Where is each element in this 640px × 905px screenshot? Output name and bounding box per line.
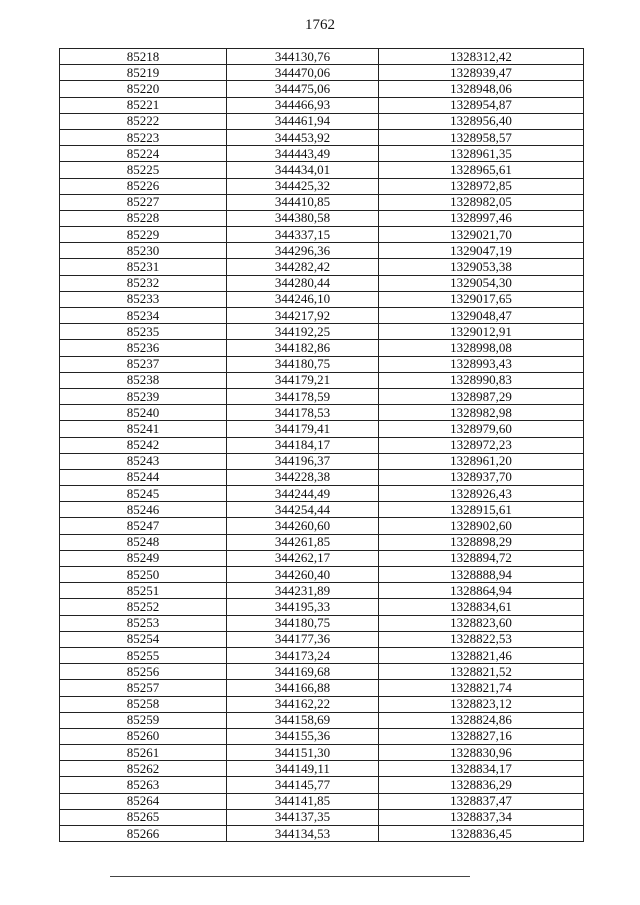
point-number-cell: 85252	[60, 599, 227, 615]
y-coordinate-cell: 1328948,06	[379, 81, 584, 97]
y-coordinate-cell: 1328898,29	[379, 534, 584, 550]
table-row	[60, 486, 584, 502]
y-coordinate-cell: 1328961,35	[379, 146, 584, 162]
point-number-cell: 85257	[60, 680, 227, 696]
table-row	[60, 777, 584, 793]
y-coordinate-cell: 1328982,98	[379, 405, 584, 421]
table-row	[60, 437, 584, 453]
y-coordinate-cell: 1328961,20	[379, 453, 584, 469]
x-coordinate-cell: 344145,77	[227, 777, 379, 793]
y-coordinate-cell: 1328915,61	[379, 502, 584, 518]
y-coordinate-cell: 1328982,05	[379, 194, 584, 210]
point-number-cell: 85221	[60, 97, 227, 113]
point-number-cell: 85264	[60, 793, 227, 809]
table-row	[60, 405, 584, 421]
table-row	[60, 308, 584, 324]
table-row	[60, 728, 584, 744]
x-coordinate-cell: 344178,59	[227, 388, 379, 404]
y-coordinate-cell: 1328821,46	[379, 647, 584, 663]
table-row	[60, 583, 584, 599]
y-coordinate-cell: 1328987,29	[379, 388, 584, 404]
table-row	[60, 809, 584, 825]
point-number-cell: 85245	[60, 486, 227, 502]
point-number-cell: 85261	[60, 745, 227, 761]
table-row	[60, 534, 584, 550]
point-number-cell: 85241	[60, 421, 227, 437]
y-coordinate-cell: 1328830,96	[379, 745, 584, 761]
point-number-cell: 85259	[60, 712, 227, 728]
y-coordinate-cell: 1328939,47	[379, 65, 584, 81]
x-coordinate-cell: 344184,17	[227, 437, 379, 453]
point-number-cell: 85260	[60, 728, 227, 744]
table-row	[60, 599, 584, 615]
point-number-cell: 85242	[60, 437, 227, 453]
x-coordinate-cell: 344425,32	[227, 178, 379, 194]
x-coordinate-cell: 344260,60	[227, 518, 379, 534]
table-row	[60, 178, 584, 194]
x-coordinate-cell: 344475,06	[227, 81, 379, 97]
point-number-cell: 85227	[60, 194, 227, 210]
point-number-cell: 85222	[60, 113, 227, 129]
x-coordinate-cell: 344244,49	[227, 486, 379, 502]
y-coordinate-cell: 1328836,45	[379, 826, 584, 842]
y-coordinate-cell: 1328972,23	[379, 437, 584, 453]
x-coordinate-cell: 344195,33	[227, 599, 379, 615]
point-number-cell: 85225	[60, 162, 227, 178]
point-number-cell: 85248	[60, 534, 227, 550]
point-number-cell: 85234	[60, 308, 227, 324]
y-coordinate-cell: 1328823,60	[379, 615, 584, 631]
y-coordinate-cell: 1328836,29	[379, 777, 584, 793]
point-number-cell: 85243	[60, 453, 227, 469]
table-row	[60, 65, 584, 81]
x-coordinate-cell: 344434,01	[227, 162, 379, 178]
point-number-cell: 85253	[60, 615, 227, 631]
point-number-cell: 85254	[60, 631, 227, 647]
x-coordinate-cell: 344296,36	[227, 243, 379, 259]
y-coordinate-cell: 1328894,72	[379, 550, 584, 566]
x-coordinate-cell: 344155,36	[227, 728, 379, 744]
table-row	[60, 81, 584, 97]
y-coordinate-cell: 1328823,12	[379, 696, 584, 712]
point-number-cell: 85224	[60, 146, 227, 162]
table-row	[60, 146, 584, 162]
page-number: 1762	[305, 17, 335, 33]
x-coordinate-cell: 344177,36	[227, 631, 379, 647]
point-number-cell: 85223	[60, 129, 227, 145]
y-coordinate-cell: 1328958,57	[379, 129, 584, 145]
x-coordinate-cell: 344179,41	[227, 421, 379, 437]
point-number-cell: 85249	[60, 550, 227, 566]
x-coordinate-cell: 344228,38	[227, 469, 379, 485]
point-number-cell: 85226	[60, 178, 227, 194]
table-row	[60, 745, 584, 761]
x-coordinate-cell: 344158,69	[227, 712, 379, 728]
table-row	[60, 680, 584, 696]
y-coordinate-cell: 1328821,74	[379, 680, 584, 696]
table-row	[60, 761, 584, 777]
point-number-cell: 85244	[60, 469, 227, 485]
y-coordinate-cell: 1328926,43	[379, 486, 584, 502]
table-row	[60, 129, 584, 145]
x-coordinate-cell: 344246,10	[227, 291, 379, 307]
table-row	[60, 162, 584, 178]
point-number-cell: 85228	[60, 210, 227, 226]
table-row	[60, 210, 584, 226]
x-coordinate-cell: 344231,89	[227, 583, 379, 599]
y-coordinate-cell: 1329021,70	[379, 227, 584, 243]
x-coordinate-cell: 344262,17	[227, 550, 379, 566]
x-coordinate-cell: 344134,53	[227, 826, 379, 842]
point-number-cell: 85231	[60, 259, 227, 275]
table-row	[60, 194, 584, 210]
point-number-cell: 85256	[60, 664, 227, 680]
point-number-cell: 85220	[60, 81, 227, 97]
table-row	[60, 372, 584, 388]
x-coordinate-cell: 344178,53	[227, 405, 379, 421]
point-number-cell: 85250	[60, 567, 227, 583]
y-coordinate-cell: 1328834,61	[379, 599, 584, 615]
point-number-cell: 85262	[60, 761, 227, 777]
x-coordinate-cell: 344260,40	[227, 567, 379, 583]
x-coordinate-cell: 344130,76	[227, 49, 379, 65]
y-coordinate-cell: 1329053,38	[379, 259, 584, 275]
y-coordinate-cell: 1328837,47	[379, 793, 584, 809]
point-number-cell: 85255	[60, 647, 227, 663]
point-number-cell: 85237	[60, 356, 227, 372]
x-coordinate-cell: 344179,21	[227, 372, 379, 388]
y-coordinate-cell: 1328834,17	[379, 761, 584, 777]
point-number-cell: 85239	[60, 388, 227, 404]
point-number-cell: 85251	[60, 583, 227, 599]
y-coordinate-cell: 1329054,30	[379, 275, 584, 291]
table-row	[60, 826, 584, 842]
x-coordinate-cell: 344180,75	[227, 615, 379, 631]
x-coordinate-cell: 344461,94	[227, 113, 379, 129]
table-row	[60, 227, 584, 243]
point-number-cell: 85236	[60, 340, 227, 356]
x-coordinate-cell: 344282,42	[227, 259, 379, 275]
table-row	[60, 696, 584, 712]
table-row	[60, 469, 584, 485]
table-row	[60, 631, 584, 647]
table-row	[60, 567, 584, 583]
table-row	[60, 275, 584, 291]
x-coordinate-cell: 344337,15	[227, 227, 379, 243]
point-number-cell: 85233	[60, 291, 227, 307]
y-coordinate-cell: 1329047,19	[379, 243, 584, 259]
y-coordinate-cell: 1328822,53	[379, 631, 584, 647]
table-row	[60, 49, 584, 65]
y-coordinate-cell: 1328827,16	[379, 728, 584, 744]
point-number-cell: 85219	[60, 65, 227, 81]
table-row	[60, 97, 584, 113]
y-coordinate-cell: 1328902,60	[379, 518, 584, 534]
x-coordinate-cell: 344380,58	[227, 210, 379, 226]
x-coordinate-cell: 344149,11	[227, 761, 379, 777]
point-number-cell: 85235	[60, 324, 227, 340]
point-number-cell: 85218	[60, 49, 227, 65]
y-coordinate-cell: 1328954,87	[379, 97, 584, 113]
y-coordinate-cell: 1328993,43	[379, 356, 584, 372]
y-coordinate-cell: 1328821,52	[379, 664, 584, 680]
y-coordinate-cell: 1329012,91	[379, 324, 584, 340]
table-row	[60, 550, 584, 566]
table-row	[60, 113, 584, 129]
x-coordinate-cell: 344217,92	[227, 308, 379, 324]
point-number-cell: 85263	[60, 777, 227, 793]
table-row	[60, 518, 584, 534]
x-coordinate-cell: 344182,86	[227, 340, 379, 356]
x-coordinate-cell: 344192,25	[227, 324, 379, 340]
table-row	[60, 340, 584, 356]
y-coordinate-cell: 1328997,46	[379, 210, 584, 226]
x-coordinate-cell: 344196,37	[227, 453, 379, 469]
y-coordinate-cell: 1328956,40	[379, 113, 584, 129]
point-number-cell: 85240	[60, 405, 227, 421]
coordinates-table-body	[60, 49, 584, 842]
table-row	[60, 388, 584, 404]
y-coordinate-cell: 1328998,08	[379, 340, 584, 356]
coordinates-table	[59, 48, 584, 842]
x-coordinate-cell: 344410,85	[227, 194, 379, 210]
table-row	[60, 243, 584, 259]
point-number-cell: 85229	[60, 227, 227, 243]
table-row	[60, 502, 584, 518]
y-coordinate-cell: 1328979,60	[379, 421, 584, 437]
x-coordinate-cell: 344137,35	[227, 809, 379, 825]
x-coordinate-cell: 344254,44	[227, 502, 379, 518]
y-coordinate-cell: 1328864,94	[379, 583, 584, 599]
x-coordinate-cell: 344261,85	[227, 534, 379, 550]
table-row	[60, 421, 584, 437]
table-row	[60, 647, 584, 663]
y-coordinate-cell: 1328937,70	[379, 469, 584, 485]
x-coordinate-cell: 344173,24	[227, 647, 379, 663]
bottom-divider	[110, 876, 470, 877]
table-row	[60, 324, 584, 340]
table-row	[60, 793, 584, 809]
table-row	[60, 291, 584, 307]
x-coordinate-cell: 344470,06	[227, 65, 379, 81]
x-coordinate-cell: 344151,30	[227, 745, 379, 761]
point-number-cell: 85230	[60, 243, 227, 259]
point-number-cell: 85247	[60, 518, 227, 534]
point-number-cell: 85232	[60, 275, 227, 291]
x-coordinate-cell: 344162,22	[227, 696, 379, 712]
y-coordinate-cell: 1329017,65	[379, 291, 584, 307]
point-number-cell: 85238	[60, 372, 227, 388]
point-number-cell: 85266	[60, 826, 227, 842]
table-row	[60, 615, 584, 631]
y-coordinate-cell: 1328990,83	[379, 372, 584, 388]
table-row	[60, 356, 584, 372]
y-coordinate-cell: 1328824,86	[379, 712, 584, 728]
point-number-cell: 85258	[60, 696, 227, 712]
table-row	[60, 453, 584, 469]
x-coordinate-cell: 344180,75	[227, 356, 379, 372]
point-number-cell: 85265	[60, 809, 227, 825]
y-coordinate-cell: 1329048,47	[379, 308, 584, 324]
x-coordinate-cell: 344453,92	[227, 129, 379, 145]
y-coordinate-cell: 1328965,61	[379, 162, 584, 178]
y-coordinate-cell: 1328837,34	[379, 809, 584, 825]
x-coordinate-cell: 344443,49	[227, 146, 379, 162]
table-row	[60, 664, 584, 680]
x-coordinate-cell: 344280,44	[227, 275, 379, 291]
x-coordinate-cell: 344141,85	[227, 793, 379, 809]
x-coordinate-cell: 344166,88	[227, 680, 379, 696]
table-row	[60, 259, 584, 275]
point-number-cell: 85246	[60, 502, 227, 518]
x-coordinate-cell: 344466,93	[227, 97, 379, 113]
y-coordinate-cell: 1328312,42	[379, 49, 584, 65]
y-coordinate-cell: 1328888,94	[379, 567, 584, 583]
x-coordinate-cell: 344169,68	[227, 664, 379, 680]
y-coordinate-cell: 1328972,85	[379, 178, 584, 194]
table-row	[60, 712, 584, 728]
